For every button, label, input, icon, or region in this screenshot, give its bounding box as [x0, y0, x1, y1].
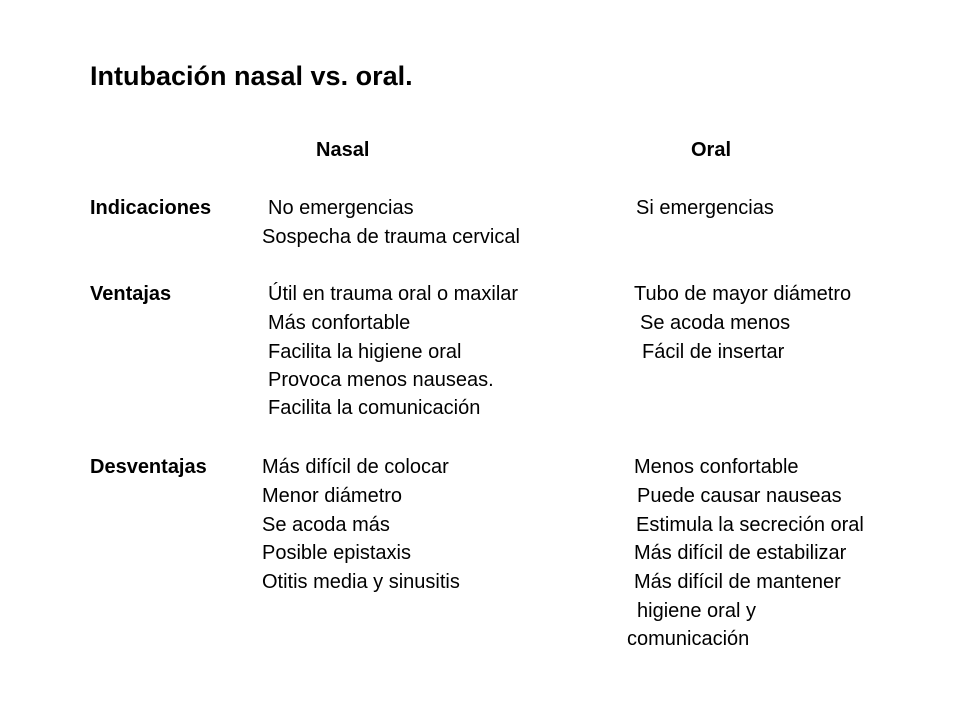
column-header-nasal: Nasal: [316, 139, 370, 161]
desventajas-nasal-item: Posible epistaxis: [262, 542, 411, 564]
ventajas-nasal-item: Facilita la higiene oral: [268, 341, 462, 363]
row-label-ventajas: Ventajas: [90, 283, 172, 305]
desventajas-oral-item: comunicación: [627, 628, 750, 650]
indicaciones-nasal-item: Sospecha de trauma cervical: [262, 226, 520, 248]
desventajas-nasal-item: Otitis media y sinusitis: [262, 571, 460, 593]
desventajas-oral-item: Estimula la secreción oral: [636, 514, 864, 536]
ventajas-oral-item: Fácil de insertar: [642, 341, 785, 363]
slide-title: Intubación nasal vs. oral.: [90, 61, 413, 91]
indicaciones-oral-item: Si emergencias: [636, 197, 774, 219]
column-header-oral: Oral: [691, 139, 732, 161]
desventajas-oral-item: Más difícil de estabilizar: [634, 542, 847, 564]
ventajas-nasal-item: Útil en trauma oral o maxilar: [268, 283, 519, 305]
desventajas-nasal-item: Más difícil de colocar: [262, 456, 449, 478]
desventajas-oral-item: Puede causar nauseas: [637, 485, 842, 507]
desventajas-oral-item: Menos confortable: [634, 456, 799, 478]
desventajas-oral-item: Más difícil de mantener: [634, 571, 841, 593]
desventajas-oral-item: higiene oral y: [637, 600, 756, 622]
ventajas-oral-item: Se acoda menos: [640, 312, 791, 334]
ventajas-nasal-item: Facilita la comunicación: [268, 397, 481, 419]
ventajas-nasal-item: Provoca menos nauseas.: [268, 369, 494, 391]
desventajas-nasal-item: Se acoda más: [262, 514, 390, 536]
indicaciones-nasal-item: No emergencias: [268, 197, 414, 219]
ventajas-oral-item: Tubo de mayor diámetro: [634, 283, 852, 305]
row-label-indicaciones: Indicaciones: [90, 197, 212, 219]
ventajas-nasal-item: Más confortable: [268, 312, 411, 334]
row-label-desventajas: Desventajas: [90, 456, 207, 478]
desventajas-nasal-item: Menor diámetro: [262, 485, 403, 507]
